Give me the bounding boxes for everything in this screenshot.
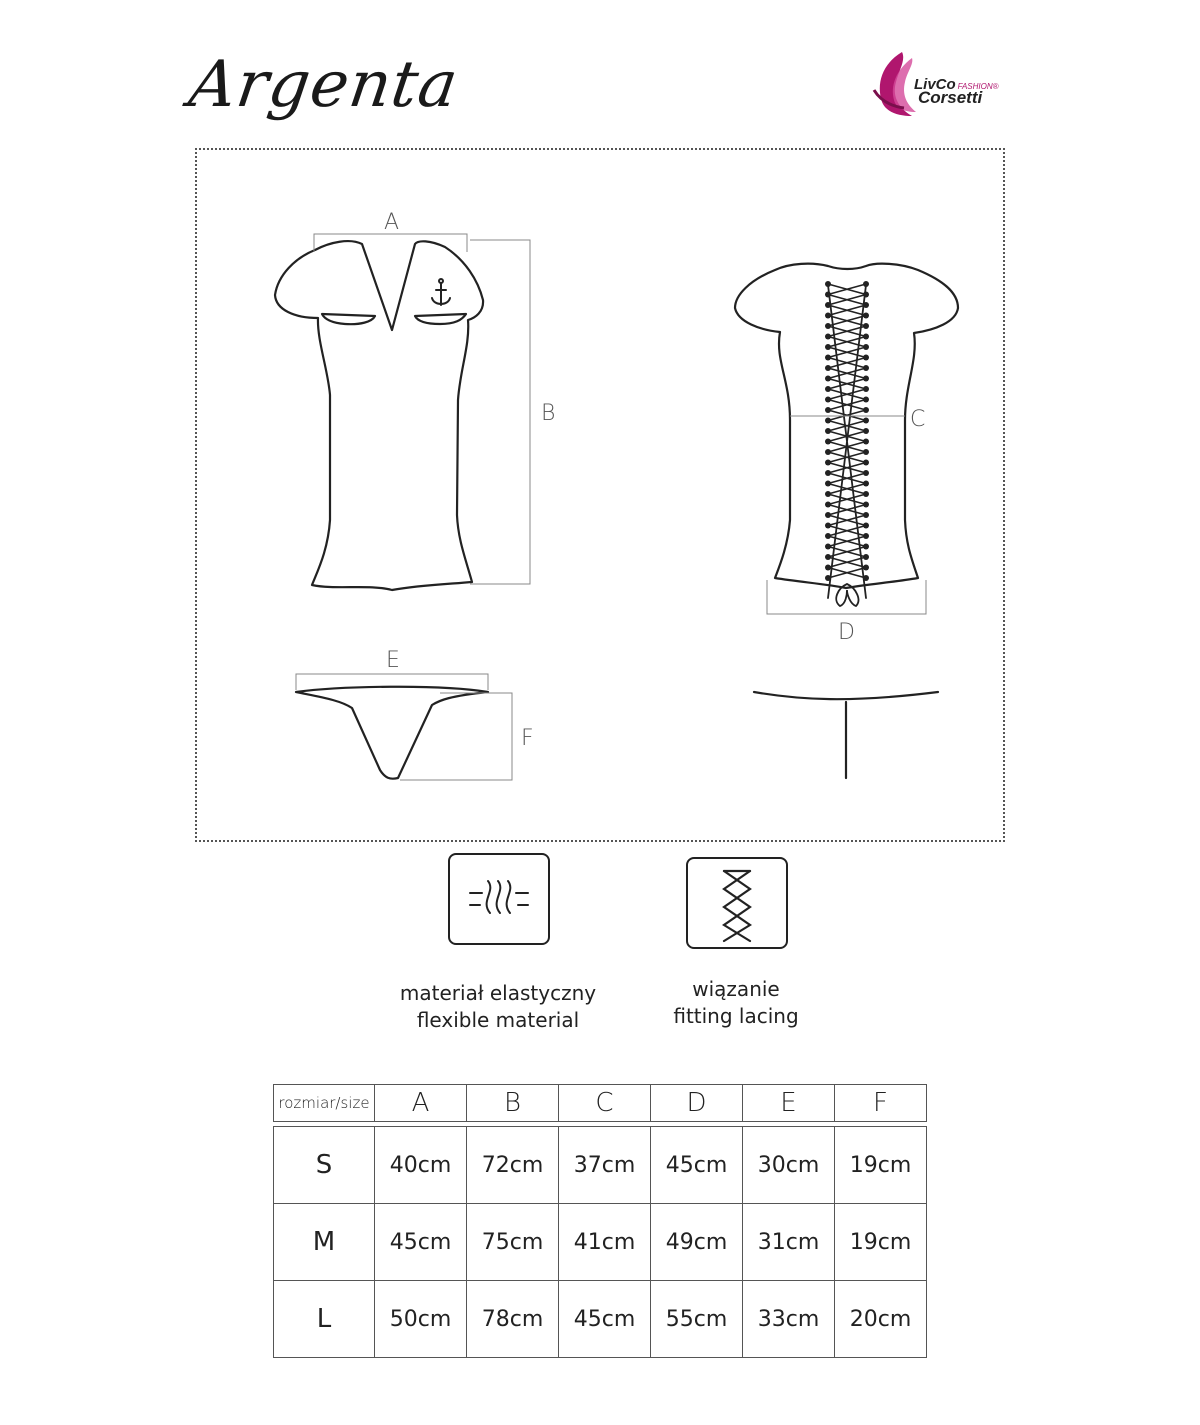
value-cell: 45cm — [651, 1127, 743, 1204]
dimension-label-f: F — [521, 726, 534, 751]
value-cell: 41cm — [559, 1204, 651, 1281]
lacing-icon — [688, 859, 786, 947]
value-cell: 45cm — [375, 1204, 467, 1281]
anchor-icon — [432, 279, 450, 305]
value-cell: 19cm — [835, 1204, 927, 1281]
dimension-label-d: D — [838, 620, 855, 645]
front-dress-outline — [275, 241, 483, 590]
header-f: F — [835, 1085, 927, 1122]
header-d: D — [651, 1085, 743, 1122]
feature-elastic-line-pl: materiał elastyczny — [399, 981, 597, 1005]
front-pocket-left — [322, 314, 375, 324]
value-cell: 49cm — [651, 1204, 743, 1281]
value-cell: 72cm — [467, 1127, 559, 1204]
lacing-icon-box — [686, 857, 788, 949]
product-title: Argenta — [184, 48, 463, 122]
header-c: C — [559, 1085, 651, 1122]
elastic-material-icon — [450, 855, 548, 943]
dimension-line-b — [470, 240, 530, 584]
feature-lacing-label — [630, 976, 842, 1030]
value-cell: 20cm — [835, 1281, 927, 1358]
value-cell: 31cm — [743, 1204, 835, 1281]
feature-elastic-label — [380, 980, 616, 1034]
front-thong-outline — [296, 687, 488, 779]
header-size: rozmiar/size — [274, 1085, 375, 1122]
table-row — [274, 1281, 927, 1358]
header-e: E — [743, 1085, 835, 1122]
logo-text-fashion: FASHION® — [957, 82, 999, 91]
header-a: A — [375, 1085, 467, 1122]
dimension-label-c: C — [910, 407, 926, 432]
value-cell: 75cm — [467, 1204, 559, 1281]
value-cell: 33cm — [743, 1281, 835, 1358]
size-table — [273, 1084, 927, 1358]
value-cell: 55cm — [651, 1281, 743, 1358]
size-table-header — [274, 1085, 927, 1122]
logo-text-livco: LivCo — [914, 76, 956, 93]
feature-lacing-line-pl: wiązanie — [692, 977, 780, 1001]
front-pocket-right — [415, 314, 466, 324]
value-cell: 50cm — [375, 1281, 467, 1358]
table-row — [274, 1204, 927, 1281]
size-cell: M — [274, 1204, 375, 1281]
value-cell: 78cm — [467, 1281, 559, 1358]
table-row — [274, 1127, 927, 1204]
value-cell: 30cm — [743, 1127, 835, 1204]
dimension-label-e: E — [386, 648, 400, 673]
value-cell: 37cm — [559, 1127, 651, 1204]
size-cell: L — [274, 1281, 375, 1358]
elastic-material-icon-box — [448, 853, 550, 945]
back-thong-outline — [754, 692, 938, 778]
dimension-label-b: B — [541, 401, 556, 426]
value-cell: 40cm — [375, 1127, 467, 1204]
header-b: B — [467, 1085, 559, 1122]
dimension-label-a: A — [384, 210, 400, 235]
value-cell: 45cm — [559, 1281, 651, 1358]
value-cell: 19cm — [835, 1127, 927, 1204]
logo-text-corsetti: Corsetti — [918, 88, 983, 107]
feature-elastic-line-en: flexible material — [416, 1008, 580, 1032]
feature-lacing-line-en: fitting lacing — [673, 1004, 799, 1028]
size-cell: S — [274, 1127, 375, 1204]
